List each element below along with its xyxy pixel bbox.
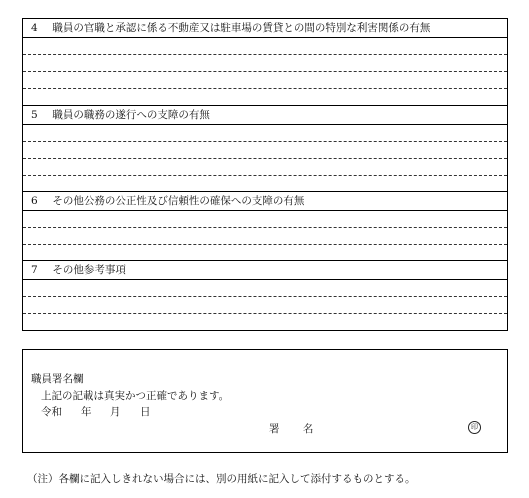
footnote: （注）各欄に記入しきれない場合には、別の用紙に記入して添付するものとする。 — [27, 473, 416, 485]
section-5-title — [23, 106, 507, 125]
month-label: 月 — [110, 406, 121, 418]
day-label: 日 — [140, 406, 151, 418]
era-label: 令和 — [41, 406, 62, 418]
section-6-title — [23, 192, 507, 211]
section-5 — [23, 106, 507, 192]
section-number: 7 — [31, 264, 38, 276]
entry-line[interactable] — [23, 211, 507, 228]
entry-line[interactable] — [23, 72, 507, 89]
section-number: 5 — [31, 109, 38, 121]
signature-heading: 職員署名欄 — [31, 373, 84, 385]
entry-line[interactable] — [23, 55, 507, 72]
entry-line[interactable] — [23, 297, 507, 314]
entry-line[interactable] — [23, 228, 507, 245]
section-number: 4 — [31, 22, 38, 34]
seal-icon: 印 — [468, 421, 481, 434]
section-4 — [23, 19, 507, 106]
section-7 — [23, 261, 507, 330]
year-label: 年 — [81, 406, 92, 418]
section-title-text: その他公務の公正性及び信頼性の確保への支障の有無 — [52, 195, 305, 207]
section-title-text: その他参考事項 — [52, 264, 126, 276]
section-7-title — [23, 261, 507, 280]
section-6 — [23, 192, 507, 261]
entry-line[interactable] — [23, 280, 507, 297]
entry-line[interactable] — [23, 142, 507, 159]
entry-line[interactable] — [23, 125, 507, 142]
section-title-text: 職員の官職と承認に係る不動産又は駐車場の賃貸との間の特別な利害関係の有無 — [52, 22, 431, 34]
entry-line[interactable] — [23, 38, 507, 55]
section-number: 6 — [31, 195, 38, 207]
section-title-text: 職員の職務の遂行への支障の有無 — [52, 109, 210, 121]
signature-box — [22, 349, 508, 453]
section-4-title — [23, 19, 507, 38]
application-form-table — [22, 18, 508, 331]
entry-line[interactable] — [23, 159, 507, 176]
signature-name-label: 署 名 — [269, 423, 324, 435]
signature-date[interactable] — [41, 404, 151, 419]
certification-statement: 上記の記載は真実かつ正確であります。 — [41, 390, 230, 402]
